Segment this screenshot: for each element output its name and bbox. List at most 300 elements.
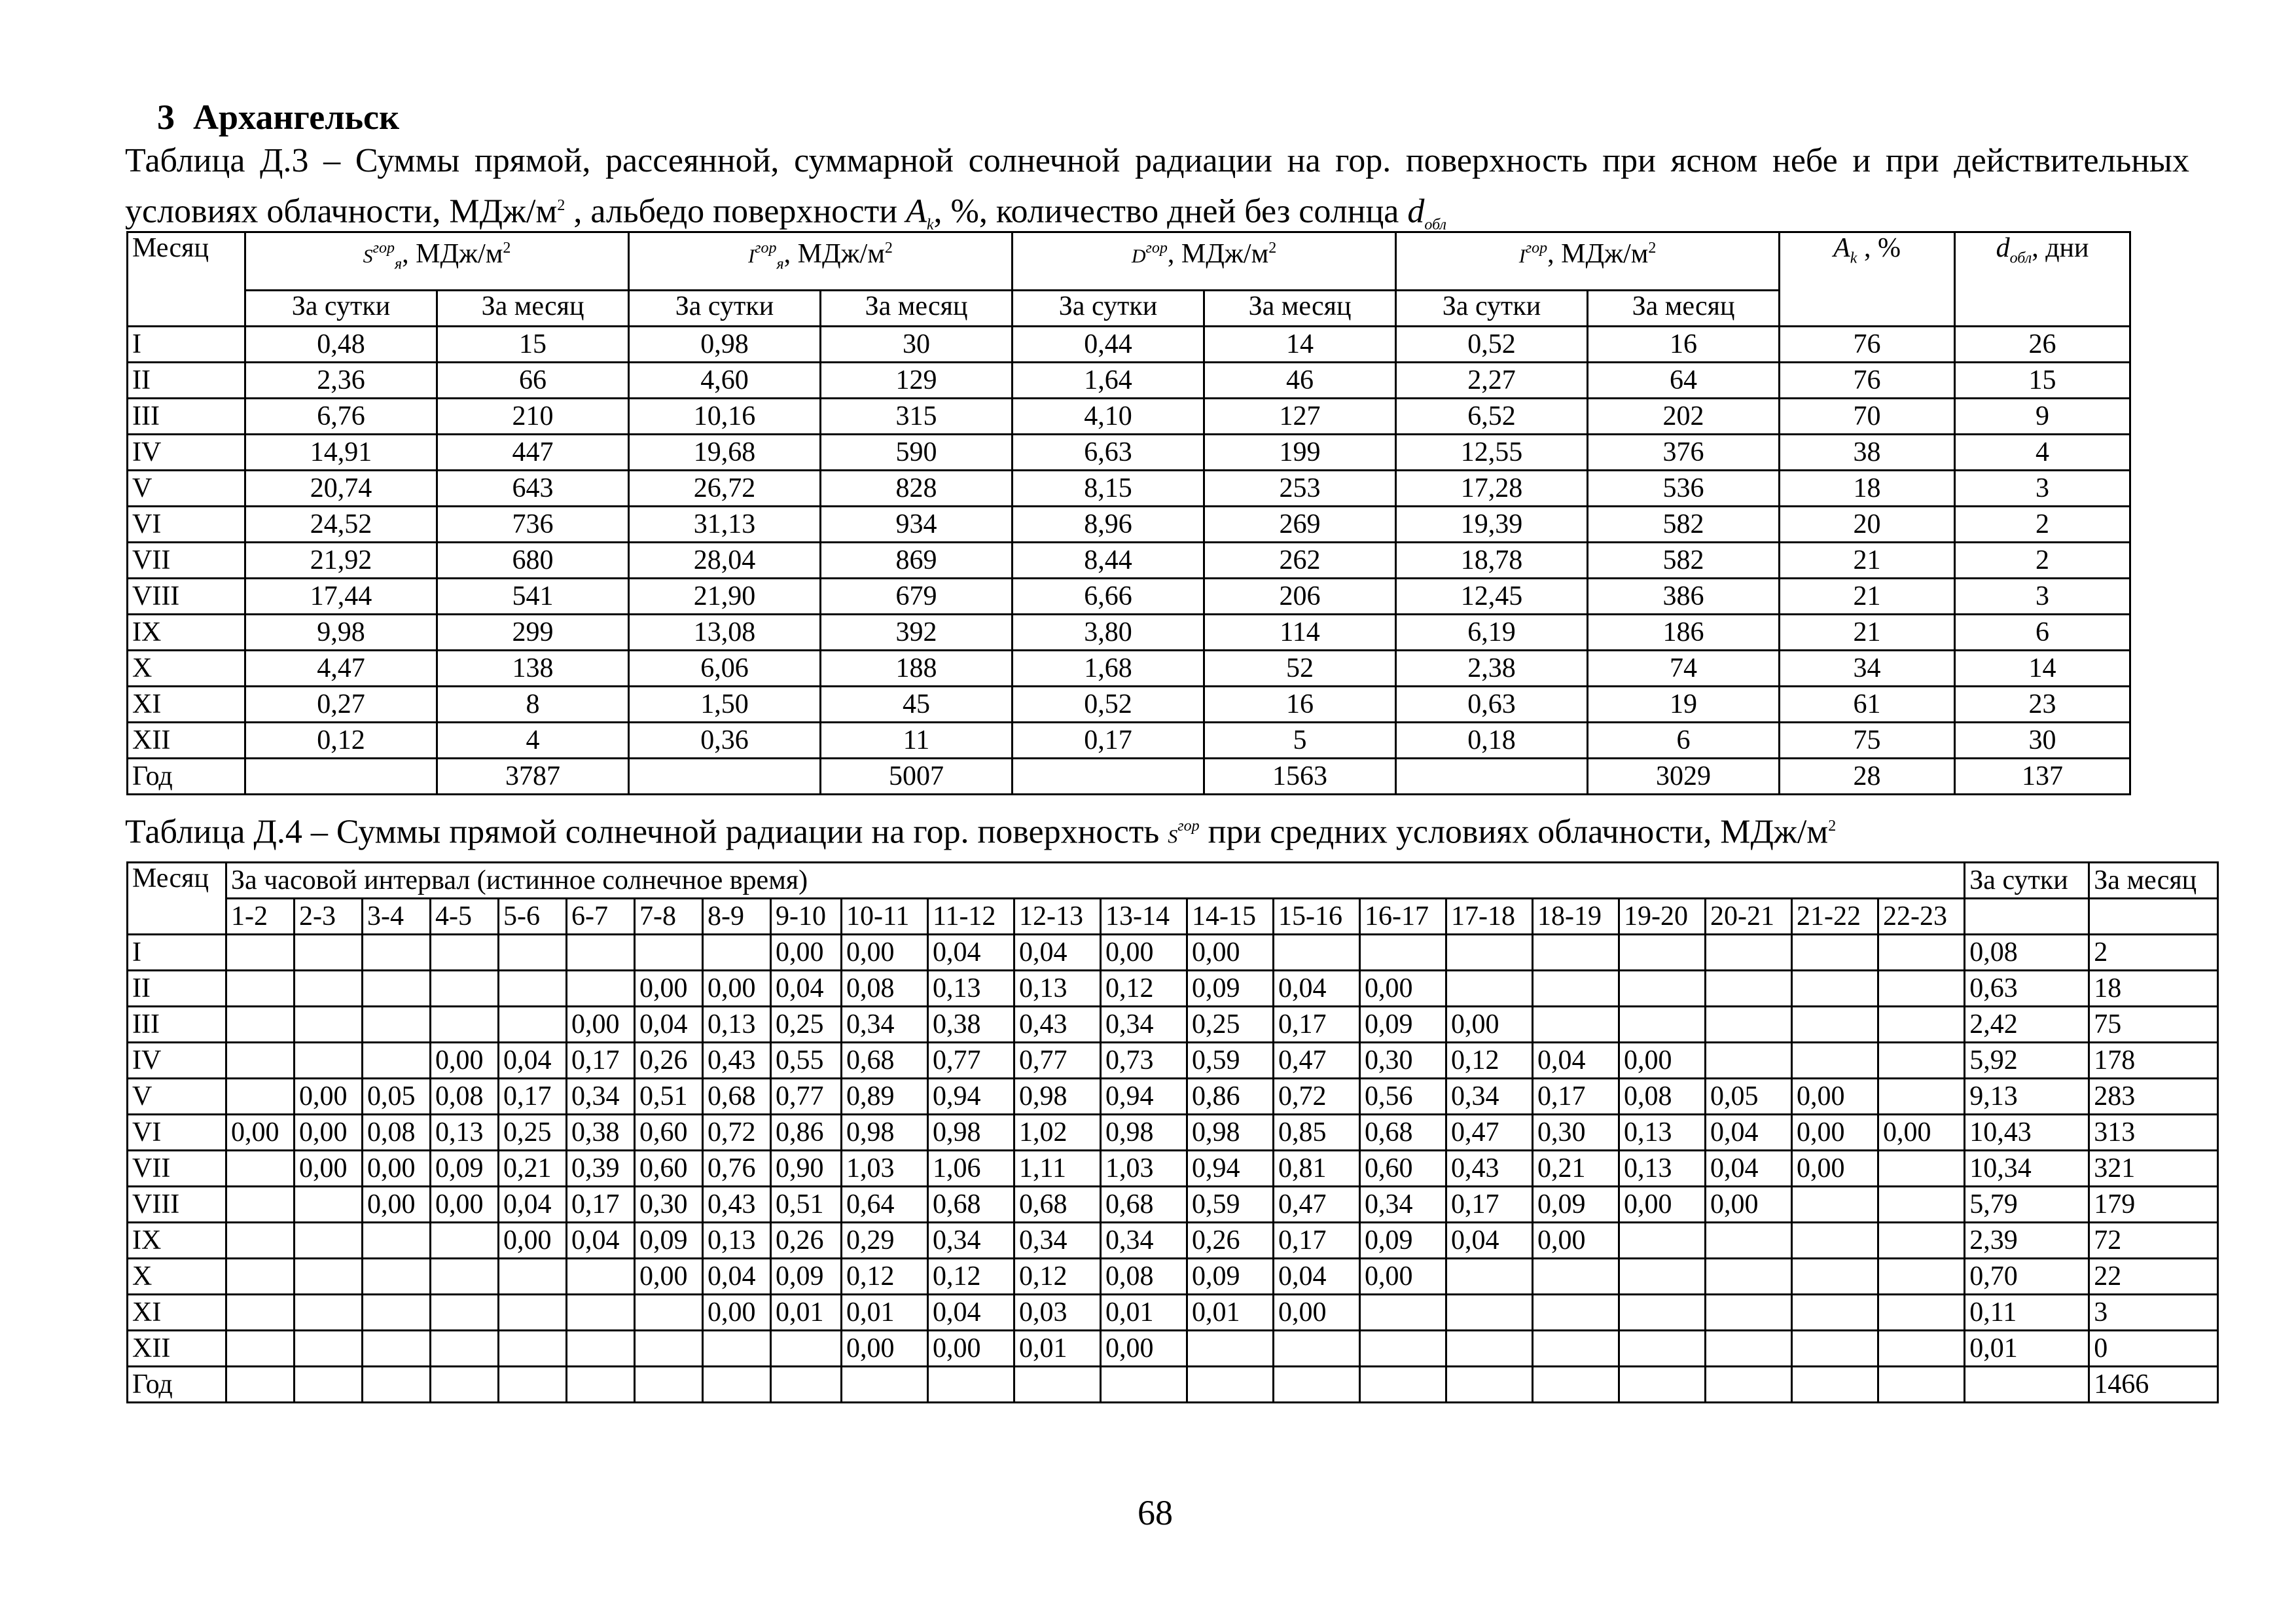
table-cell: 76: [1780, 327, 1955, 363]
table-cell: 206: [1204, 579, 1396, 615]
header-group: [629, 232, 1013, 291]
row-month: V: [128, 1079, 226, 1115]
table-cell: 10,43: [1965, 1115, 2089, 1151]
table-cell: 0,34: [567, 1079, 635, 1115]
table-cell: 736: [437, 507, 629, 543]
table-cell: 0,59: [1187, 1187, 1274, 1223]
table-cell: 0,94: [1101, 1079, 1187, 1115]
table-cell: 14: [1204, 327, 1396, 363]
table-cell: [1792, 971, 1878, 1007]
table-cell: 541: [437, 579, 629, 615]
table-cell: 0,00: [1792, 1115, 1878, 1151]
table-cell: 4: [437, 723, 629, 759]
table-cell: [1446, 1259, 1533, 1295]
table-cell: 0,68: [703, 1079, 771, 1115]
table-cell: 0,08: [842, 971, 928, 1007]
table-cell: 0,00: [1360, 1259, 1446, 1295]
table-cell: 582: [1588, 543, 1780, 579]
header-sup: гор: [755, 240, 777, 257]
header-unit: , МДж/м: [783, 239, 885, 269]
table-cell: 2: [1955, 543, 2130, 579]
table-row: [128, 363, 2130, 399]
header-group: [1396, 232, 1780, 291]
table-cell: [928, 1367, 1014, 1403]
table-cell: 28: [1780, 759, 1955, 795]
table-cell: [431, 1259, 499, 1295]
table-cell: 0,44: [1013, 327, 1204, 363]
table-cell: [226, 1367, 295, 1403]
table-cell: [431, 971, 499, 1007]
row-month: VI: [128, 507, 245, 543]
table-cell: [431, 1223, 499, 1259]
header-sub: обл: [2009, 249, 2032, 267]
table-cell: 447: [437, 435, 629, 471]
table-cell: 0,13: [928, 971, 1014, 1007]
table-cell: 0,04: [703, 1259, 771, 1295]
table-cell: 299: [437, 615, 629, 651]
table-cell: 0,98: [842, 1115, 928, 1151]
table-cell: [1360, 1331, 1446, 1367]
table-cell: 6,52: [1396, 399, 1588, 435]
table-cell: 0,68: [1014, 1187, 1101, 1223]
table-cell: 0,34: [1360, 1187, 1446, 1223]
table-cell: [363, 1259, 431, 1295]
table-cell: 0,29: [842, 1223, 928, 1259]
header-hour: 17-18: [1446, 899, 1533, 935]
table-cell: [295, 1259, 363, 1295]
table-cell: [1706, 1043, 1792, 1079]
table-row: [128, 1115, 2218, 1151]
table-cell: 0,25: [771, 1007, 842, 1043]
row-month: I: [128, 935, 226, 971]
table-row: [128, 615, 2130, 651]
table-cell: [295, 971, 363, 1007]
table-cell: [1965, 1367, 2089, 1403]
table-cell: 0,00: [363, 1187, 431, 1223]
header-hour: 2-3: [295, 899, 363, 935]
table-cell: [226, 1259, 295, 1295]
table-cell: [226, 1151, 295, 1187]
table-cell: 28,04: [629, 543, 821, 579]
table-cell: 0,68: [1101, 1187, 1187, 1223]
table-cell: [226, 1223, 295, 1259]
table-cell: [295, 1295, 363, 1331]
header-hour: 16-17: [1360, 899, 1446, 935]
table-cell: [1792, 1007, 1878, 1043]
table-row: [128, 1043, 2218, 1079]
table-row: [128, 543, 2130, 579]
header-month: Месяц: [128, 863, 226, 935]
table-cell: 0,12: [1101, 971, 1187, 1007]
table-cell: 38: [1780, 435, 1955, 471]
table-cell: [635, 935, 703, 971]
table-cell: 376: [1588, 435, 1780, 471]
table-cell: 9: [1955, 399, 2130, 435]
table-cell: 0,01: [842, 1295, 928, 1331]
header-interval: За часовой интервал (истинное солнечное время): [226, 863, 1965, 899]
table-cell: [1446, 935, 1533, 971]
table-cell: 0,90: [771, 1151, 842, 1187]
table-cell: 0,18: [1396, 723, 1588, 759]
header-unit: , %: [1857, 233, 1901, 263]
table-cell: [363, 1223, 431, 1259]
table-cell: 0,08: [1619, 1079, 1706, 1115]
table-cell: [1878, 971, 1965, 1007]
table-cell: 283: [2089, 1079, 2218, 1115]
table-cell: 76: [1780, 363, 1955, 399]
table-row: [128, 759, 2130, 795]
table-cell: 6,19: [1396, 615, 1588, 651]
header-group: [245, 232, 629, 291]
caption-text: Таблица Д.3 – Суммы прямой, рассеянной, суммарной солнечной радиации на гор. поверхность при ясном небе и при действительных условиях облачности, МДж/м: [125, 142, 2189, 230]
table-cell: 0,98: [1187, 1115, 1274, 1151]
table-cell: 4,10: [1013, 399, 1204, 435]
table-cell: 0,77: [771, 1079, 842, 1115]
row-month: Год: [128, 1367, 226, 1403]
table-cell: 0,00: [928, 1331, 1014, 1367]
table-cell: 0,12: [1446, 1043, 1533, 1079]
table-cell: [1274, 1367, 1360, 1403]
table-cell: 392: [821, 615, 1013, 651]
table-cell: 0,98: [1014, 1079, 1101, 1115]
table-cell: [1619, 1259, 1706, 1295]
table-cell: 0,13: [431, 1115, 499, 1151]
table-cell: 26,72: [629, 471, 821, 507]
table-cell: 0,00: [771, 935, 842, 971]
caption-sup: 2: [1828, 818, 1837, 835]
table-cell: 2,38: [1396, 651, 1588, 687]
row-month: XII: [128, 1331, 226, 1367]
table-cell: 0,55: [771, 1043, 842, 1079]
section-city: Архангельск: [193, 98, 400, 137]
table-cell: 0,51: [771, 1187, 842, 1223]
table-cell: 0,01: [1187, 1295, 1274, 1331]
table-row: [128, 579, 2130, 615]
table-cell: [1360, 935, 1446, 971]
table-cell: [295, 1007, 363, 1043]
table-cell: 0,26: [635, 1043, 703, 1079]
table-cell: 17,28: [1396, 471, 1588, 507]
table-cell: 0,17: [1533, 1079, 1619, 1115]
row-month: XI: [128, 687, 245, 723]
table-cell: 0,00: [842, 1331, 928, 1367]
table-cell: 138: [437, 651, 629, 687]
table-cell: 1,68: [1013, 651, 1204, 687]
table-cell: [1101, 1367, 1187, 1403]
table4-caption: [125, 804, 2219, 859]
table-cell: 0,00: [1792, 1079, 1878, 1115]
section-number: 3: [157, 98, 175, 137]
table-cell: 0,05: [363, 1079, 431, 1115]
table-cell: 0,47: [1274, 1043, 1360, 1079]
table-cell: [431, 1295, 499, 1331]
table-cell: 5,92: [1965, 1043, 2089, 1079]
table-cell: 0,00: [1706, 1187, 1792, 1223]
table-cell: 45: [821, 687, 1013, 723]
header-symbol: D: [1131, 245, 1146, 267]
table-cell: 0,70: [1965, 1259, 2089, 1295]
table-cell: 0,08: [1965, 935, 2089, 971]
header-sub: k: [1850, 249, 1857, 267]
table-cell: 0,04: [1274, 1259, 1360, 1295]
table-cell: [635, 1331, 703, 1367]
table-cell: 210: [437, 399, 629, 435]
table-cell: [1706, 1367, 1792, 1403]
table-cell: [499, 1367, 567, 1403]
caption-sup: гор: [1177, 818, 1200, 835]
header-symbol: S: [363, 245, 373, 267]
table-cell: [1792, 935, 1878, 971]
table-cell: [1187, 1331, 1274, 1367]
table-cell: 262: [1204, 543, 1396, 579]
table-cell: 934: [821, 507, 1013, 543]
table-cell: 0,30: [635, 1187, 703, 1223]
table-cell: 3: [1955, 471, 2130, 507]
table-cell: 1,02: [1014, 1115, 1101, 1151]
table-cell: 8,96: [1013, 507, 1204, 543]
table-cell: 75: [2089, 1007, 2218, 1043]
row-month: IV: [128, 1043, 226, 1079]
table-cell: 1,03: [1101, 1151, 1187, 1187]
header-per-month: За месяц: [1204, 291, 1396, 327]
table-cell: 16: [1204, 687, 1396, 723]
table-cell: 0,00: [226, 1115, 295, 1151]
table-cell: 0,12: [842, 1259, 928, 1295]
table-cell: 20: [1780, 507, 1955, 543]
table-cell: 0,26: [771, 1223, 842, 1259]
table-cell: 18: [2089, 971, 2218, 1007]
table-row: [128, 1223, 2218, 1259]
table-row: [128, 1187, 2218, 1223]
table-cell: 61: [1780, 687, 1955, 723]
table-cell: 0,17: [1446, 1187, 1533, 1223]
row-month: X: [128, 651, 245, 687]
table-cell: 0,04: [567, 1223, 635, 1259]
table-cell: 0,43: [703, 1043, 771, 1079]
table-cell: 0,00: [1360, 971, 1446, 1007]
table-cell: 0,04: [499, 1187, 567, 1223]
header-per-day: За сутки: [1965, 863, 2089, 899]
table-cell: 0,04: [1446, 1223, 1533, 1259]
table-cell: 0,34: [1446, 1079, 1533, 1115]
table-cell: 0,04: [1533, 1043, 1619, 1079]
table-cell: 2,39: [1965, 1223, 2089, 1259]
header-empty: [2089, 899, 2218, 935]
table-cell: [226, 935, 295, 971]
table-cell: [1878, 1151, 1965, 1187]
table-cell: 0,00: [703, 971, 771, 1007]
table-cell: 315: [821, 399, 1013, 435]
header-hour: 13-14: [1101, 899, 1187, 935]
header-hour: 19-20: [1619, 899, 1706, 935]
table-cell: 6,66: [1013, 579, 1204, 615]
table-cell: 137: [1955, 759, 2130, 795]
table-cell: 0,01: [771, 1295, 842, 1331]
table-cell: 0,17: [1274, 1223, 1360, 1259]
table-cell: 2,27: [1396, 363, 1588, 399]
table-cell: 0,60: [1360, 1151, 1446, 1187]
table-cell: 0,00: [842, 935, 928, 971]
table-cell: 680: [437, 543, 629, 579]
table-cell: [1619, 935, 1706, 971]
table-cell: 679: [821, 579, 1013, 615]
table-cell: 18,78: [1396, 543, 1588, 579]
table-cell: 0,04: [1706, 1115, 1792, 1151]
table-cell: 828: [821, 471, 1013, 507]
header-per-month: За месяц: [2089, 863, 2218, 899]
table-cell: 0,51: [635, 1079, 703, 1115]
table-cell: 2: [1955, 507, 2130, 543]
table-cell: 0,85: [1274, 1115, 1360, 1151]
table-row: [128, 399, 2130, 435]
header-symbol: A: [1833, 233, 1850, 263]
header-per-month: За месяц: [437, 291, 629, 327]
table-cell: 21,90: [629, 579, 821, 615]
table-cell: 17,44: [245, 579, 437, 615]
table-cell: 0,34: [1014, 1223, 1101, 1259]
table-cell: 21: [1780, 579, 1955, 615]
table-cell: 0,72: [703, 1115, 771, 1151]
table-cell: [567, 1259, 635, 1295]
table-cell: 0,98: [629, 327, 821, 363]
table-cell: [226, 1079, 295, 1115]
table-cell: 0,68: [1360, 1115, 1446, 1151]
table-row: [128, 1367, 2218, 1403]
table-cell: 1,06: [928, 1151, 1014, 1187]
table-cell: [1446, 1367, 1533, 1403]
table-cell: [1706, 1331, 1792, 1367]
table-cell: 13,08: [629, 615, 821, 651]
table-cell: 14,91: [245, 435, 437, 471]
table-cell: 6: [1588, 723, 1780, 759]
table-cell: 0,12: [928, 1259, 1014, 1295]
table-cell: 0,03: [1014, 1295, 1101, 1331]
table-cell: 0,27: [245, 687, 437, 723]
table-cell: 0,98: [1101, 1115, 1187, 1151]
table-cell: [703, 1331, 771, 1367]
table-cell: 0,17: [567, 1043, 635, 1079]
table-cell: 0: [2089, 1331, 2218, 1367]
table-cell: 75: [1780, 723, 1955, 759]
table-cell: 178: [2089, 1043, 2218, 1079]
table-cell: 0,81: [1274, 1151, 1360, 1187]
table-cell: 0,94: [1187, 1151, 1274, 1187]
table-cell: 869: [821, 543, 1013, 579]
table-cell: 0,98: [928, 1115, 1014, 1151]
table-cell: 0,00: [431, 1187, 499, 1223]
table-cell: [629, 759, 821, 795]
row-month: IV: [128, 435, 245, 471]
table-cell: [295, 1223, 363, 1259]
table-cell: 0,04: [771, 971, 842, 1007]
header-sup: гор: [1145, 240, 1168, 257]
table-cell: 0,00: [1187, 935, 1274, 971]
table-cell: [245, 759, 437, 795]
table-cell: 30: [1955, 723, 2130, 759]
table-cell: [1792, 1187, 1878, 1223]
header-unit-sup: 2: [1268, 240, 1277, 257]
row-month: XII: [128, 723, 245, 759]
table-cell: [1360, 1295, 1446, 1331]
table-cell: 188: [821, 651, 1013, 687]
header-unit: , дни: [2032, 233, 2089, 263]
table-cell: [499, 1331, 567, 1367]
row-month: X: [128, 1259, 226, 1295]
table-cell: 0,05: [1706, 1079, 1792, 1115]
table-cell: 0,72: [1274, 1079, 1360, 1115]
table-cell: 0,04: [1014, 935, 1101, 971]
table-cell: 46: [1204, 363, 1396, 399]
table-row: [128, 435, 2130, 471]
table-cell: 0,00: [1101, 1331, 1187, 1367]
table-cell: 52: [1204, 651, 1396, 687]
table-cell: [1878, 1223, 1965, 1259]
table-cell: 9,13: [1965, 1079, 2089, 1115]
table-cell: 0,26: [1187, 1223, 1274, 1259]
table-cell: 0,04: [928, 1295, 1014, 1331]
caption-text: при средних условиях облачности, МДж/м: [1199, 813, 1829, 851]
header-hour: 22-23: [1878, 899, 1965, 935]
table-cell: 8,15: [1013, 471, 1204, 507]
header-sup: гор: [372, 240, 395, 257]
table-cell: 199: [1204, 435, 1396, 471]
caption-text: , альбедо поверхности: [565, 192, 906, 230]
header-d: [1955, 232, 2130, 327]
table-cell: 0,01: [1101, 1295, 1187, 1331]
table-cell: [363, 1331, 431, 1367]
table-cell: [567, 1331, 635, 1367]
header-ak: [1780, 232, 1955, 327]
row-month: VIII: [128, 579, 245, 615]
table-cell: 0,09: [771, 1259, 842, 1295]
page-number: 68: [1138, 1493, 1173, 1532]
table-cell: 0,08: [363, 1115, 431, 1151]
table-cell: 0,00: [295, 1079, 363, 1115]
table-cell: 0,00: [635, 1259, 703, 1295]
table-cell: 10,16: [629, 399, 821, 435]
header-hour: 7-8: [635, 899, 703, 935]
section-heading: [157, 97, 418, 137]
table-cell: 0,52: [1013, 687, 1204, 723]
row-month: VII: [128, 1151, 226, 1187]
row-month: VIII: [128, 1187, 226, 1223]
table-cell: [1792, 1223, 1878, 1259]
table-cell: 0,12: [1014, 1259, 1101, 1295]
table-row: [128, 1331, 2218, 1367]
table-cell: 1,11: [1014, 1151, 1101, 1187]
header-sub: я: [776, 255, 784, 273]
table-cell: 21: [1780, 543, 1955, 579]
table-cell: 0,00: [1533, 1223, 1619, 1259]
table-cell: [295, 935, 363, 971]
table-cell: 24,52: [245, 507, 437, 543]
table-row: [128, 723, 2130, 759]
header-hour: 6-7: [567, 899, 635, 935]
table-cell: 0,00: [295, 1151, 363, 1187]
row-month: VI: [128, 1115, 226, 1151]
table-cell: 31,13: [629, 507, 821, 543]
table-cell: 0,11: [1965, 1295, 2089, 1331]
table-cell: [1619, 1223, 1706, 1259]
table-cell: [1446, 1295, 1533, 1331]
table-cell: 0,00: [567, 1007, 635, 1043]
table-cell: 2: [2089, 935, 2218, 971]
table-cell: 0,09: [635, 1223, 703, 1259]
table-cell: 253: [1204, 471, 1396, 507]
table-cell: 0,00: [295, 1115, 363, 1151]
table-cell: 66: [437, 363, 629, 399]
table-cell: [499, 1295, 567, 1331]
